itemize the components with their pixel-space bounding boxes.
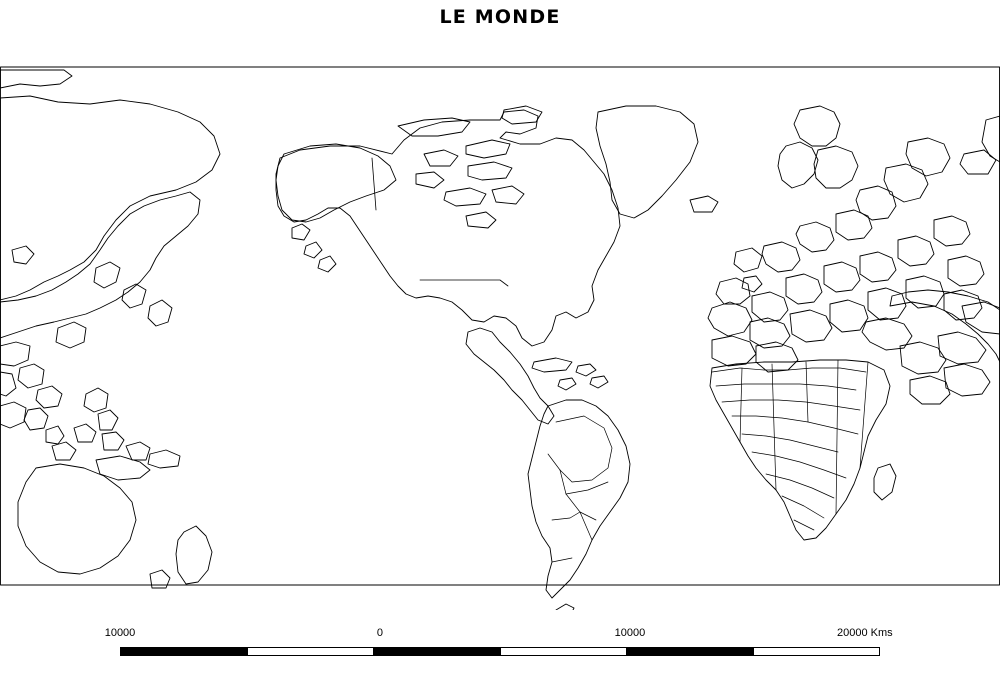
landmass-right-edge-wrap: [960, 116, 1000, 174]
world-map-canvas: [0, 50, 1000, 610]
scale-segment: [501, 648, 628, 655]
scale-label-3: 20000 Kms: [836, 627, 893, 639]
scale-segment: [374, 648, 501, 655]
scale-segment: [121, 648, 248, 655]
scale-track: [120, 647, 880, 656]
scale-segment: [248, 648, 375, 655]
scale-label-1: 0: [376, 627, 383, 639]
map-scale-bar: [104, 627, 893, 661]
landmass-europe: [708, 106, 984, 372]
scale-label-0: 10000: [104, 627, 136, 639]
landmass-south-america: [528, 400, 630, 610]
scale-labels: [104, 627, 893, 643]
scale-label-2: 10000: [614, 627, 646, 639]
landmass-africa: [710, 360, 896, 540]
scale-segment: [627, 648, 754, 655]
page-title: LE MONDE: [439, 6, 561, 28]
scale-segment: [754, 648, 880, 655]
landmass-asia-west-wrap: [0, 70, 220, 588]
map-frame: [1, 67, 1000, 585]
landmass-west-asia: [862, 290, 1000, 404]
landmass-north-america: [276, 106, 718, 424]
